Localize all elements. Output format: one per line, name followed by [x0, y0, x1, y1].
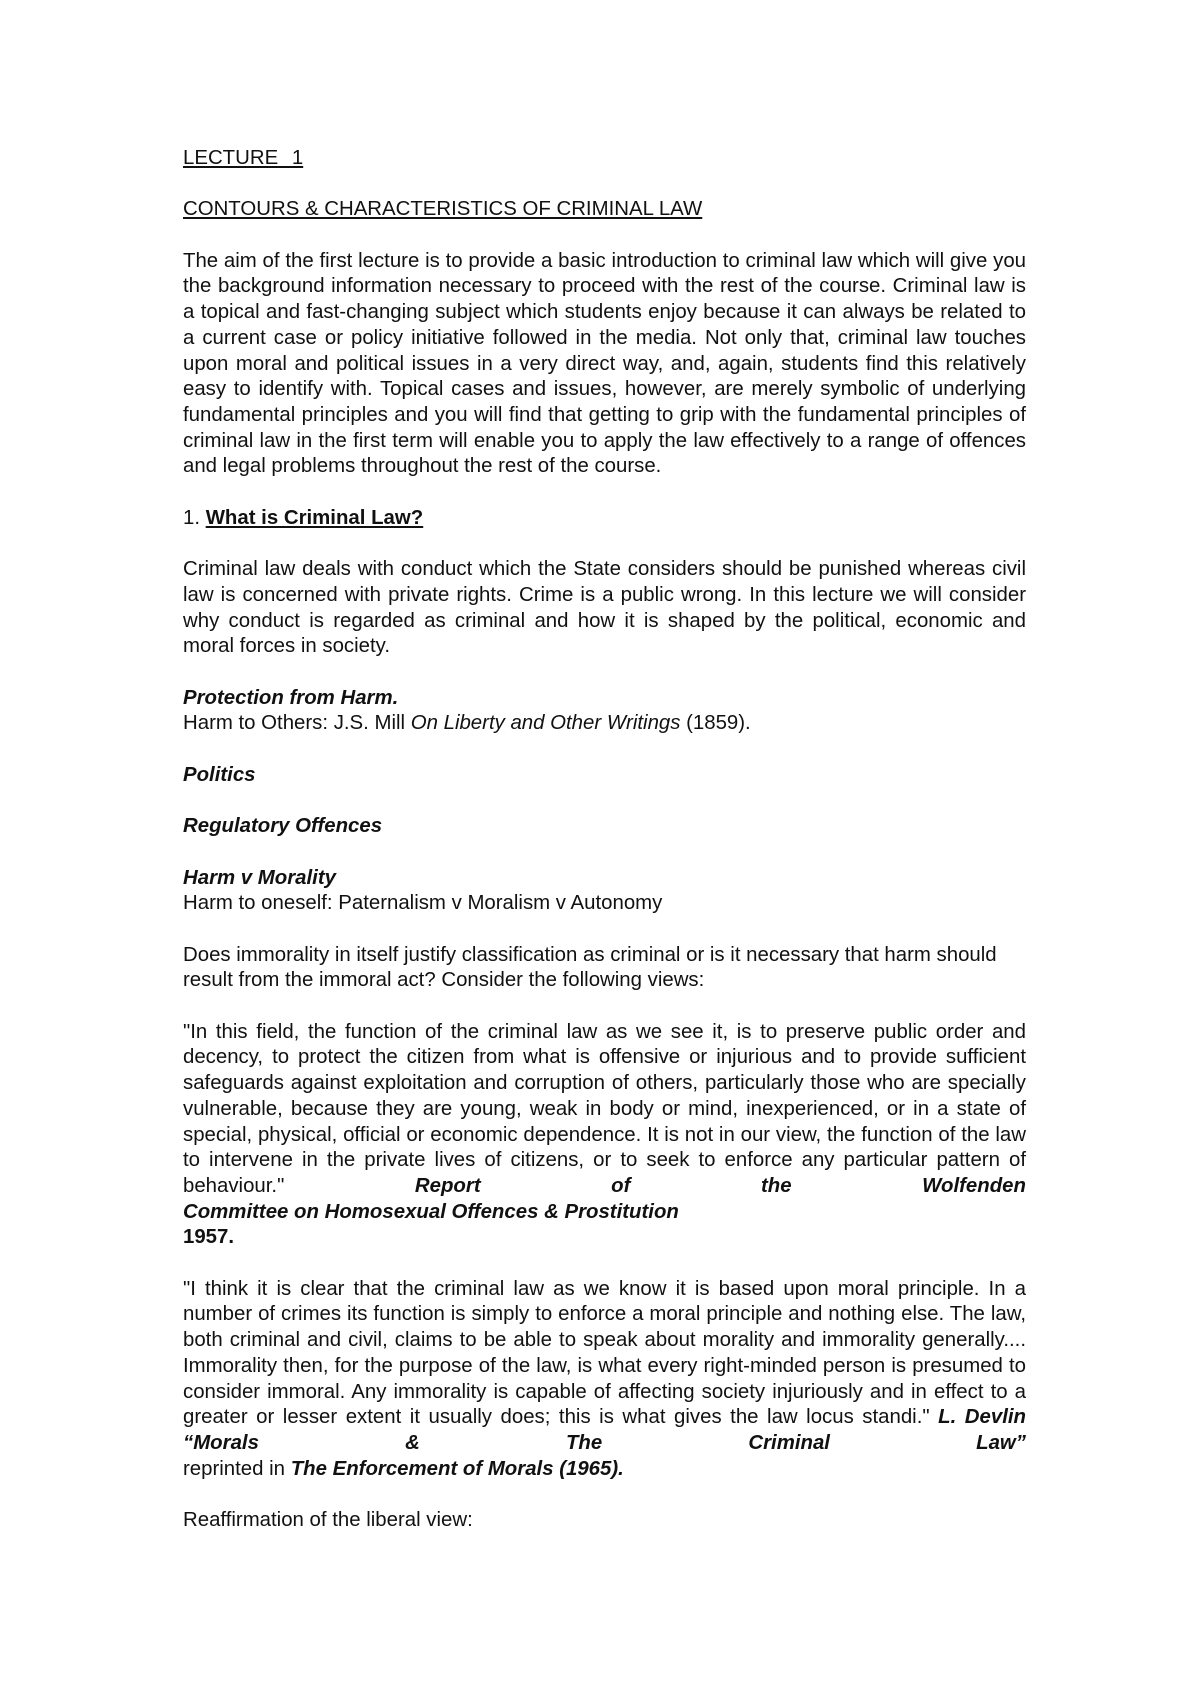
wolfenden-quote: "In this field, the function of the criminal law as we see it, is to preserve public order and decency, to protect the citizen from what is offensive or injurious and to provide sufficient safeguards against exploitation and corruption of others, particularly those who are specially vulnerable, because they are young, weak in body or mind, inexperienced, or in a state of special, physical, official or economic dependence. It is not in our view, the function of the law to intervene in the private lives of citizens, or to seek to enforce any particular pattern of behaviour."	[183, 1020, 1026, 1197]
main-heading: CONTOURS & CHARACTERISTICS OF CRIMINAL LAW	[183, 198, 703, 221]
harm-to-others-suffix: (1859).	[680, 712, 751, 735]
section-number: 1.	[183, 506, 201, 529]
harm-morality-heading: Harm v Morality	[183, 866, 336, 889]
closing-line: Reaffirmation of the liberal view:	[183, 1509, 473, 1532]
section-1-paragraph: Criminal law deals with conduct which the State considers should be punished whereas civil law is concerned with private rights. Crime is a public wrong. In this lecture we will consider why conduct is regarded as criminal and how it is shaped by the political, economic and moral forces in society.	[183, 558, 1026, 658]
politics-heading: Politics	[183, 763, 256, 786]
section-title: What is Criminal Law?	[205, 506, 424, 529]
devlin-quote-wrap	[183, 1277, 1026, 1457]
lecture-title: LECTURE 1	[183, 147, 304, 169]
devlin-author-title: L. Devlin “Morals & The Criminal Law”	[183, 1406, 1026, 1454]
wolfenden-year: 1957.	[183, 1226, 235, 1249]
devlin-reprinted-line	[183, 1457, 1026, 1483]
document-page	[183, 146, 1026, 1559]
harm-to-oneself-line: Harm to oneself: Paternalism v Moralism v Autonomy	[183, 892, 663, 915]
harm-morality-block	[183, 866, 1026, 917]
protection-heading: Protection from Harm.	[183, 686, 399, 709]
mill-book-title: On Liberty and Other Writings	[410, 712, 681, 735]
wolfenden-quote-wrap	[183, 1020, 1026, 1200]
wolfenden-source-1: Report of the Wolfenden	[414, 1174, 1026, 1197]
harm-to-others-line	[183, 711, 1026, 737]
harm-to-others-prefix: Harm to Others: J.S. Mill	[183, 712, 411, 735]
devlin-quote-block	[183, 1277, 1026, 1483]
devlin-reprinted: reprinted in	[183, 1457, 291, 1480]
wolfenden-source-2: Committee on Homosexual Offences & Prostitution	[183, 1200, 679, 1223]
section-1-heading	[183, 506, 1026, 532]
protection-block	[183, 686, 1026, 737]
devlin-book: The Enforcement of Morals (1965).	[290, 1457, 624, 1480]
wolfenden-quote-block	[183, 1020, 1026, 1251]
regulatory-heading: Regulatory Offences	[183, 815, 383, 838]
intro-paragraph: The aim of the first lecture is to provide a basic introduction to criminal law which will give you the background information necessary to proceed with the rest of the course. Criminal law is a topical and fast-changing subject which students enjoy because it can always be related to a current case or policy initiative followed in the media. Not only that, criminal law touches upon moral and political issues in a very direct way, and, again, students find this relatively easy to identify with. Topical cases and issues, however, are merely symbolic of underlying fundamental principles and you will find that getting to grip with the fundamental principles of criminal law in the first term will enable you to apply the law effectively to a range of offences and legal problems throughout the rest of the course.	[183, 249, 1026, 478]
question-paragraph: Does immorality in itself justify classification as criminal or is it necessary that harm should result from the immoral act? Consider the following views:	[183, 943, 997, 992]
devlin-quote: "I think it is clear that the criminal law as we know it is based upon moral principle. In a number of crimes its function is simply to enforce a moral principle and nothing else. The law, both criminal and civil, claims to be able to speak about morality and immorality generally.... Immorality then, for the purpose of the law, is what every right-minded person is presumed to consider immoral. Any immorality is capable of affecting society injuriously and in effect to a greater or lesser extent it usually does; this is what gives the law locus standi."	[183, 1277, 1026, 1429]
